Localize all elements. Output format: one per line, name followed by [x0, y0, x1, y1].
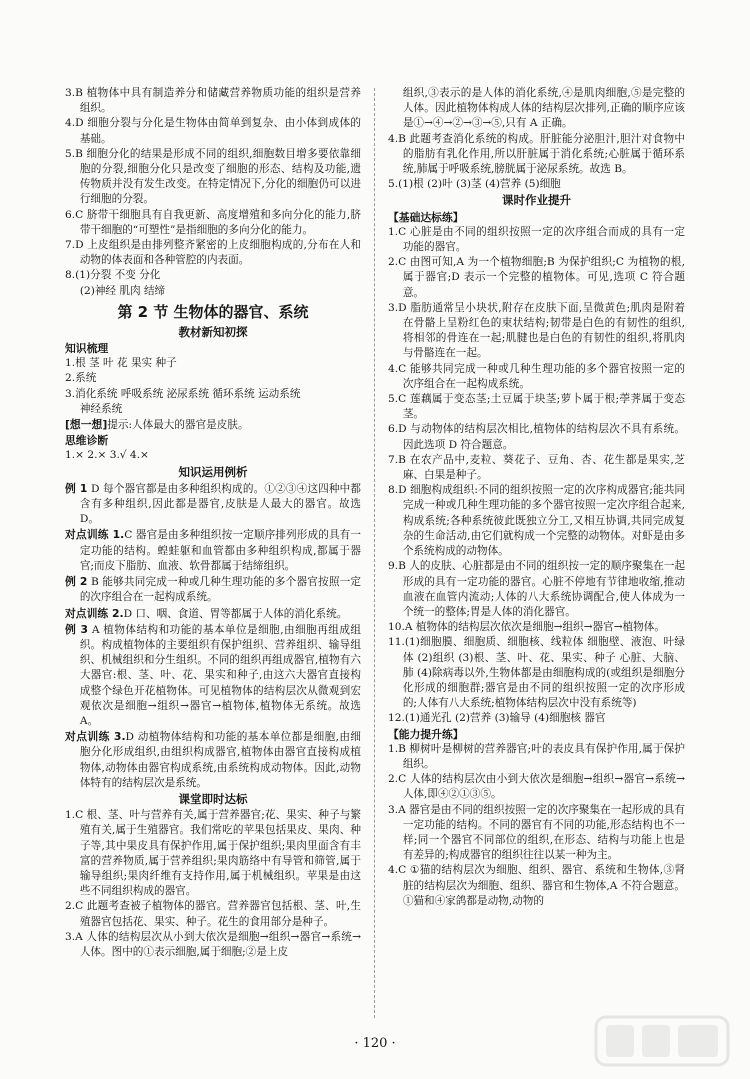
page-number: · 120 ·	[354, 1036, 396, 1051]
knowledge-item: 2.系统	[65, 372, 97, 385]
watermark-logo-icon	[592, 1011, 732, 1071]
answer-paragraph: 5.(1)根 (2)叶 (3)茎 (4)营养 (5)细胞	[388, 178, 561, 191]
answer-paragraph: 6.D 与动物体的结构层次相比,植物体的结构层次不具有系统。因此选项 D 符合题意。	[388, 423, 685, 451]
answer-paragraph: 1.B 柳树叶是柳树的营养器官;叶的表皮具有保护作用,属于保护组织。	[388, 742, 685, 770]
example-text: A 植物体结构和功能的基本单位是细胞,由细胞再组成组织。构成植物体的主要组织有保护组织、营养组织、输导组织、机械组织和分生组织。不同的组织再组成器官,植物有六大器官:根、茎、叶、花、果实和种子,由这六大器官直接构成整个绿色开花植物体。可见植物体的结构层次从微观到宏观依次是细胞→组织→器官→植物体,植物体无系统。故选 A。	[79, 623, 361, 727]
training-text: D 口、咽、食道、胃等都属于人体的消化系统。	[123, 607, 348, 620]
answer-paragraph: 4.D 细胞分裂与分化是生物体由简单到复杂、由小体到成体的基础。	[65, 117, 361, 145]
answer-paragraph: 7.B 在农产品中,麦粒、葵花子、豆角、杏、花生都是果实,芝麻、白果是种子。	[388, 453, 685, 482]
training-label: 对点训练 3.	[65, 730, 126, 744]
training-paragraph	[65, 729, 361, 791]
answer-paragraph: 1.C 心脏是由不同的组织按照一定的次序组合而成的具有一定功能的器官。	[388, 225, 685, 254]
answer-paragraph: 8.(1)分裂 不变 分化	[65, 269, 161, 282]
answer-paragraph: 9.B 人的皮肤、心脏都是由不同的组织按一定的顺序聚集在一起形成的具有一定功能的器官。心脏不停地有节律地收缩,推动血液在血管内流动;人体的八大系统协调配合,使人体成为一个统一的整体;胃是人体的消化器官。	[388, 560, 685, 618]
example-label: 例 1	[65, 481, 88, 495]
knowledge-item: 3.消化系统 呼吸系统 泌尿系统 循环系统 运动系统	[65, 387, 301, 400]
answer-paragraph: 8.D 细胞构成组织:不同的组织按照一定的次序构成器官;能共同完成一种或几种生理功能的多个器官按照一定次序组合起来,构成系统;各种系统彼此既独立分工,又相互协调,共同完成复杂的生命活动,由它们就构成一个完整的动物体。对虾是由多个系统构成的动物体。	[388, 484, 685, 558]
example-text: B 能够共同完成一种或几种生理功能的多个器官按照一定的次序组合在一起构成系统。	[79, 576, 361, 604]
subsection-heading: 课时作业提升	[502, 193, 571, 208]
subsection-heading: 教材新知初探	[178, 324, 248, 339]
training-paragraph	[65, 606, 361, 622]
example-paragraph	[65, 622, 361, 729]
right-column	[388, 86, 685, 909]
subsection-heading: 知识运用例析	[178, 464, 248, 479]
left-column	[65, 86, 361, 960]
answer-paragraph: 4.C ①猫的结构层次为细胞、组织、器官、系统和生物体,③肾脏的结构层次为细胞、组织、器官和生物体,A 不符合题意。①猫和④家鸽都是动物,动物的	[388, 864, 685, 907]
answer-paragraph: 11.(1)细胞膜、细胞质、细胞核、线粒体 细胞壁、液泡、叶绿体 (2)组织 (3)根、茎、叶、花、果实、种子 心脏、大脑、肺 (4)除病毒以外,生物体都是由细胞构成的(或组织是细胞分化形成的细胞群;器官是由不同的组织按照一定的次序形成的;人体有八大系统;植物体结构层次中没有系统等)	[388, 636, 685, 710]
think-text: 提示:人体最大的器官是皮肤。	[107, 419, 249, 432]
answer-paragraph: 3.A 人体的结构层次从小到大依次是细胞→组织→器官→系统→人体。图中的①表示细胞,属于细胞;②是上皮	[65, 930, 361, 958]
answer-paragraph: 3.A 器官是由不同的组织按照一定的次序聚集在一起形成的具有一定功能的结构。不同的器官有不同的功能,形态结构也不一样;同一个器官不同部位的组织,在形态、结构与功能上也是有差异的;构成器官的组织往往以某一种为主。	[388, 803, 685, 862]
think-note	[65, 417, 361, 433]
answer-paragraph: 组织,③表示的是人体的消化系统,④是肌肉细胞,⑤是完整的人体。因此植物体构成人体的结构层次排列,正确的顺序应该是①→④→②→③→⑤,只有 A 正确。	[402, 87, 685, 130]
answer-paragraph: 10.A 植物体的结构层次依次是细胞→组织→器官→植物体。	[388, 621, 665, 634]
answer-paragraph: 7.D 上皮组织是由排列整齐紧密的上皮细胞构成的,分布在人和动物的体表面和各种管腔的内表面。	[65, 239, 361, 267]
answer-paragraph: 5.B 细胞分化的结果是形成不同的组织,细胞数目增多要依靠细胞的分裂,细胞分化只是改变了细胞的形态、结构及功能,遗传物质并没有发生改变。在特定情况下,分化的细胞仍可以进行细胞的分裂。	[65, 147, 361, 206]
basic-practice-heading: 【基础达标练】	[388, 210, 464, 224]
answer-paragraph: 4.C 能够共同完成一种或几种生理功能的多个器官按照一定的次序组合在一起构成系统。	[388, 362, 685, 390]
answer-paragraph: 12.(1)通光孔 (2)营养 (3)输导 (4)细胞核 器官	[388, 712, 606, 725]
answer-paragraph: 5.C 莲藕属于变态茎;土豆属于块茎;萝卜属于根;荸荠属于变态茎。	[388, 393, 685, 421]
knowledge-heading: 知识梳理	[65, 342, 109, 356]
think-label: [想一想]	[65, 418, 108, 432]
example-paragraph	[65, 481, 361, 528]
answer-paragraph: 3.B 植物体中具有制造养分和储藏营养物质功能的组织是营养组织。	[65, 87, 361, 115]
answer-paragraph: 2.C 由图可知,A 为一个植物细胞;B 为保护组织;C 为植物的根,属于器官;D 表示一个完整的植物体。可见,选项 C 符合题意。	[388, 256, 685, 299]
subsection-heading: 课堂即时达标	[178, 791, 248, 806]
ability-practice-heading: 【能力提升练】	[388, 727, 464, 741]
training-paragraph	[65, 527, 361, 574]
example-label: 例 2	[65, 575, 88, 589]
answer-paragraph: 4.B 此题考查消化系统的构成。肝脏能分泌胆汁,胆汁对食物中的脂肪有乳化作用,所以肝脏属于消化系统;心脏属于循环系统,肺属于呼吸系统,膀胱属于泌尿系统。故选 B。	[388, 132, 685, 176]
answer-paragraph: 3.D 脂肪通常呈小块状,附存在皮肤下面,呈微黄色;肌肉是附着在骨骼上呈粉红色的束状结构;韧带是白色的有韧性的组织,将相邻的骨连在一起;肌腱也是白色的有韧性的组织,将肌肉与骨骼连在一起。	[388, 301, 685, 360]
section-title: 第 2 节 生物体的器官、系统	[117, 302, 309, 321]
training-text: C 器官是由多种组织按一定顺序排列形成的具有一定功能的结构。蝗蛙躯和血管都由多种组织构成,都属于器官;而皮下脂肪、血液、软骨都属于结缔组织。	[79, 529, 361, 572]
example-paragraph	[65, 574, 361, 605]
example-text: D 每个器官都是由多种组织构成的。①②③④这四种中都含有多种组织,因此都是器官,皮肤是人最大的器官。故选 D。	[79, 482, 361, 526]
knowledge-item: 1.根 茎 叶 花 果实 种子	[65, 357, 177, 370]
training-text: D 动植物体结构和功能的基本单位都是细胞,由细胞分化形成组织,由组织构成器官,植物体由器官直接构成植物体,动物体由器官构成系统,由系统构成动物体。因此,动物体特有的结构层次是系统。	[79, 731, 361, 789]
answer-paragraph: (2)神经 肌肉 结缔	[79, 284, 166, 297]
answer-paragraph: 2.C 此题考查被子植物体的器官。营养器官包括根、茎、叶,生殖器官包括花、果实、种子。花生的食用部分是种子。	[65, 900, 361, 928]
training-label: 对点训练 2.	[65, 606, 124, 620]
knowledge-item: 神经系统	[79, 402, 123, 415]
training-label: 对点训练 1.	[65, 528, 125, 542]
diagnosis-answers: 1.× 2.× 3.√ 4.×	[65, 449, 149, 462]
diagnosis-heading: 思维诊断	[65, 434, 109, 448]
answer-paragraph: 6.C 脐带干细胞具有自我更新、高度增殖和多向分化的能力,脐带干细胞的“可塑性”是指细胞的多向分化的能力。	[65, 208, 361, 236]
column-divider	[374, 88, 375, 1018]
example-label: 例 3	[65, 622, 88, 636]
answer-paragraph: 2.C 人体的结构层次由小到大依次是细胞→组织→器官→系统→人体,即④②①③⑤。	[388, 773, 685, 801]
answer-paragraph: 1.C 根、茎、叶与营养有关,属于营养器官;花、果实、种子与繁殖有关,属于生殖器官。我们常吃的苹果包括果皮、果肉、种子等,其中果皮具有保护作用,属于保护组织;果肉里面含有丰富的营养物质,属于营养组织;果肉筋络中有导管和筛管,属于输导组织;果肉纤维有支持作用,属于机械组织。苹果是由这些不同组织构成的器官。	[65, 809, 361, 898]
